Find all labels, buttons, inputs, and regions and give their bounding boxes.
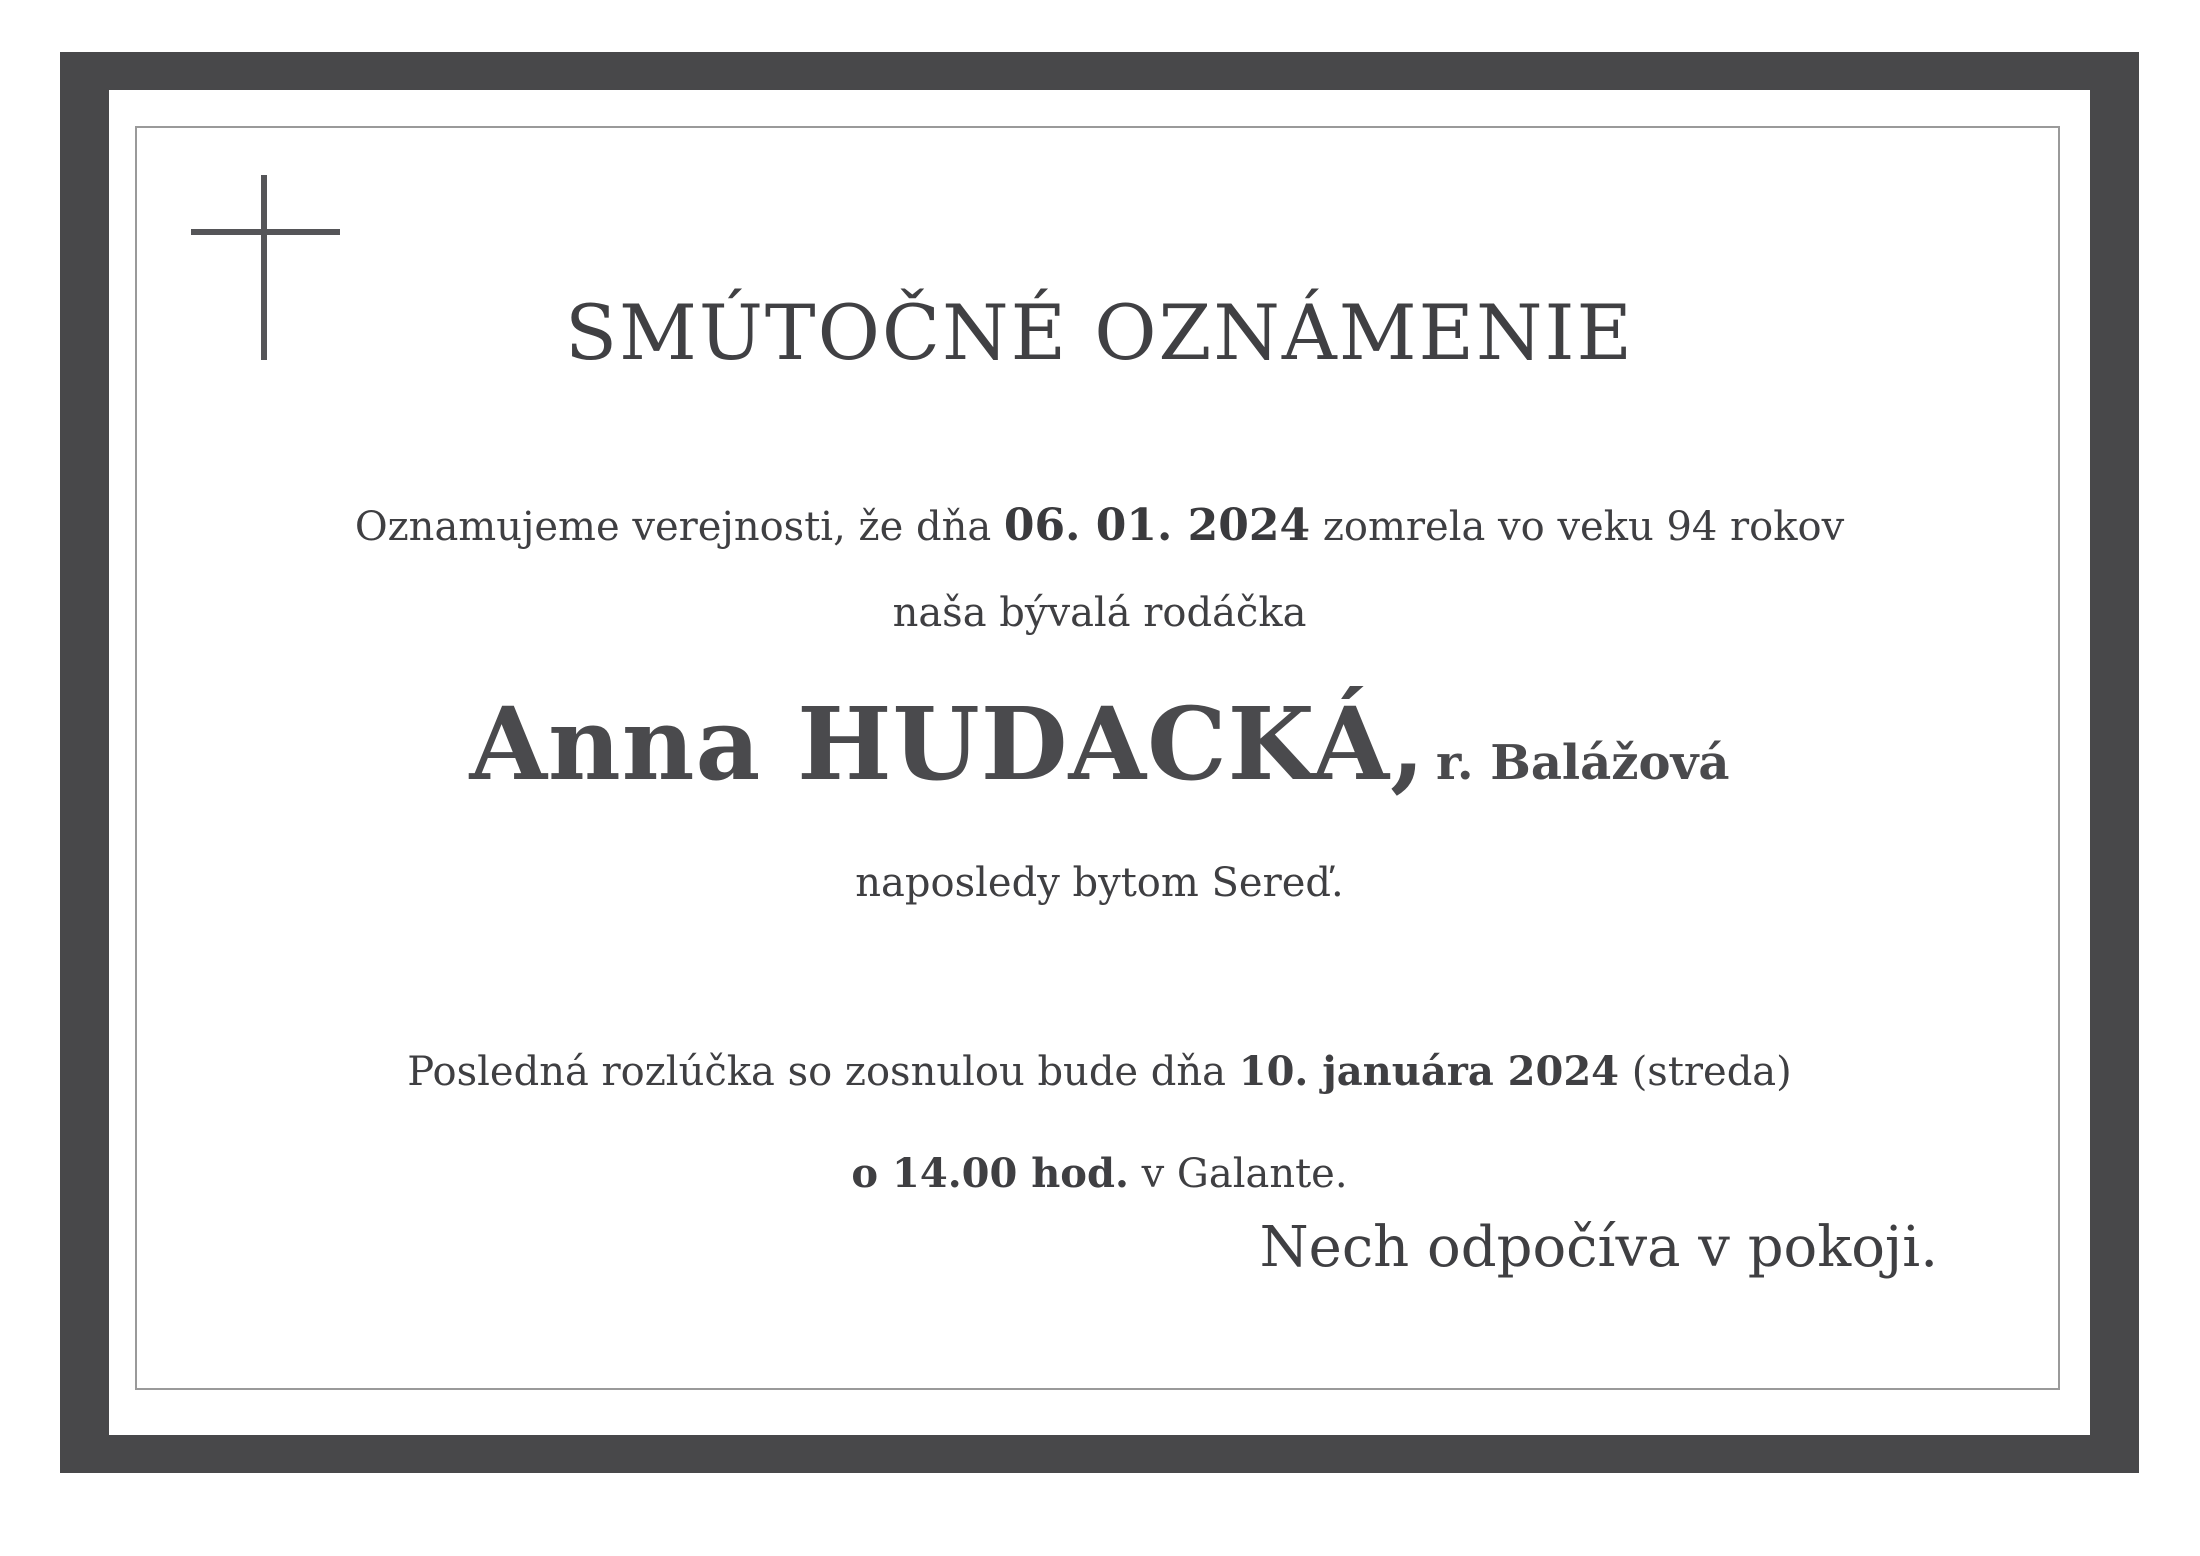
- farewell-date: 10. januára 2024: [1238, 1048, 1619, 1095]
- farewell-weekday: (streda): [1618, 1049, 1792, 1095]
- announcement-text: Oznamujeme verejnosti, že dňa: [354, 504, 1004, 550]
- native-line: naša bývalá rodáčka: [892, 590, 1307, 636]
- deceased-name-line: [109, 685, 2090, 803]
- maiden-name: r. Balážová: [1435, 735, 1730, 791]
- death-date: 06. 01. 2024: [1003, 500, 1311, 551]
- time-place-line: [109, 1150, 2090, 1197]
- closing-phrase: Nech odpočíva v pokoji.: [1259, 1215, 1938, 1280]
- deceased-name: Anna HUDACKÁ,: [469, 685, 1426, 803]
- farewell-text: Posledná rozlúčka so zosnulou bude dňa: [407, 1049, 1239, 1095]
- mourning-frame: [60, 52, 2139, 1473]
- farewell-place: v Galante.: [1128, 1151, 1348, 1197]
- farewell-time: o 14.00 hod.: [851, 1150, 1129, 1197]
- cross-horizontal-bar: [191, 229, 340, 235]
- announcement-line: [109, 500, 2090, 551]
- age-text: zomrela vo veku 94 rokov: [1310, 504, 1845, 550]
- farewell-line: [109, 1048, 2090, 1095]
- notice-title: SMÚTOČNÉ OZNÁMENIE: [564, 288, 1634, 377]
- notice-card: [109, 90, 2090, 1435]
- residence-line: naposledy bytom Sereď.: [855, 860, 1344, 906]
